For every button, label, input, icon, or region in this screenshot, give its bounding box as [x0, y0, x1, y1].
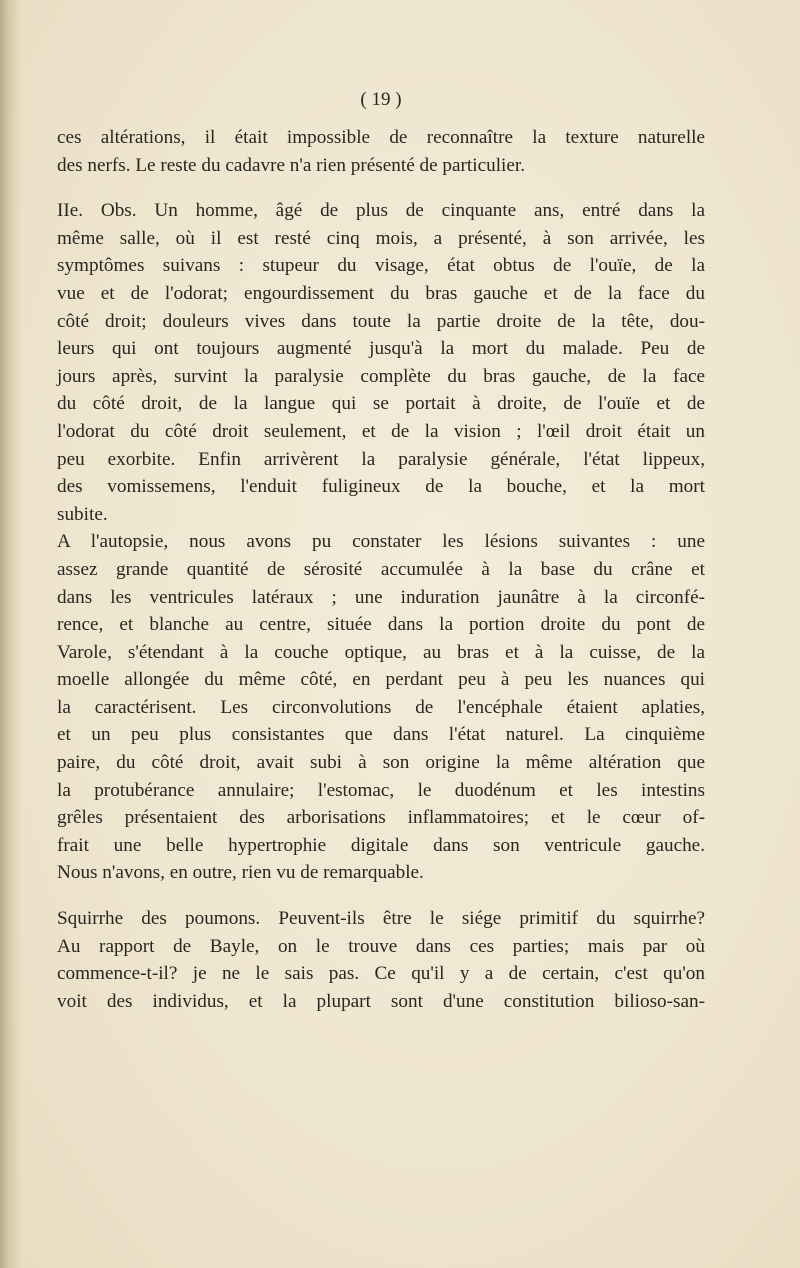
page-number: ( 19 ): [360, 89, 402, 110]
text-line: grêles présentaient des arborisations inflammatoires; et le cœur of-: [57, 807, 705, 829]
text-line: symptômes suivans : stupeur du visage, état obtus de l'ouïe, de la: [57, 255, 705, 277]
text-line: vue et de l'odorat; engourdissement du bras gauche et de la face du: [57, 282, 705, 304]
text-line: la protubérance annulaire; l'estomac, le duodénum et les intestins: [57, 779, 705, 801]
text-line: jours après, survint la paralysie complète du bras gauche, de la face: [57, 365, 705, 387]
text-line: ces altérations, il était impossible de reconnaître la texture naturelle: [57, 127, 705, 148]
text-line: commence-t-il? je ne le sais pas. Ce qu'il y a de certain, c'est qu'on: [57, 963, 705, 985]
text-line: du côté droit, de la langue qui se portait à droite, de l'ouïe et de: [57, 393, 705, 415]
paragraph-continuation: [57, 124, 705, 179]
text-line: l'odorat du côté droit seulement, et de la vision ; l'œil droit était un: [57, 420, 705, 442]
text-line: paire, du côté droit, avait subi à son origine la même altération que: [57, 752, 705, 774]
text-line: voit des individus, et la plupart sont d'une constitution bilioso-san-: [57, 990, 705, 1012]
text-line: côté droit; douleurs vives dans toute la partie droite de la tête, dou-: [57, 310, 705, 332]
text-line: des nerfs. Le reste du cadavre n'a rien présenté de particulier.: [57, 154, 525, 176]
text-line: IIe. Obs. Un homme, âgé de plus de cinquante ans, entré dans la: [57, 200, 705, 222]
text-line: A l'autopsie, nous avons pu constater les lésions suivantes : une: [57, 531, 705, 553]
text-line: moelle allongée du même côté, en perdant peu à peu les nuances qui: [57, 669, 705, 691]
text-line: assez grande quantité de sérosité accumulée à la base du crâne et: [57, 558, 705, 580]
paragraph-gap: [57, 887, 705, 905]
text-line: et un peu plus consistantes que dans l'état naturel. La cinquième: [57, 724, 705, 746]
binding-shadow: [0, 0, 22, 1268]
text-line: Squirrhe des poumons. Peuvent-ils être le siége primitif du squirrhe?: [57, 908, 705, 930]
text-line: subite.: [57, 503, 108, 525]
paragraph-gap: [57, 179, 705, 197]
text-line: même salle, où il est resté cinq mois, a présenté, à son arrivée, les: [57, 227, 705, 249]
squirrhe-paragraph: [57, 905, 705, 1015]
page-text: [57, 86, 705, 1015]
text-line: Nous n'avons, en outre, rien vu de remarquable.: [57, 862, 424, 884]
text-line: leurs qui ont toujours augmenté jusqu'à la mort du malade. Peu de: [57, 338, 705, 360]
text-line: Au rapport de Bayle, on le trouve dans ces parties; mais par où: [57, 935, 705, 957]
observation-paragraph: [57, 197, 705, 528]
text-line: rence, et blanche au centre, située dans la portion droite du pont de: [57, 614, 705, 636]
text-line: Varole, s'étendant à la couche optique, au bras et à la cuisse, de la: [57, 641, 705, 663]
text-line: dans les ventricules latéraux ; une induration jaunâtre à la circonfé-: [57, 586, 705, 608]
text-line: la caractérisent. Les circonvolutions de l'encéphale étaient aplaties,: [57, 696, 705, 718]
text-line: frait une belle hypertrophie digitale dans son ventricule gauche.: [57, 834, 705, 856]
text-line: des vomissemens, l'enduit fuligineux de la bouche, et la mort: [57, 476, 705, 498]
text-line: peu exorbite. Enfin arrivèrent la paralysie générale, l'état lippeux,: [57, 448, 705, 470]
autopsy-paragraph: [57, 528, 705, 887]
